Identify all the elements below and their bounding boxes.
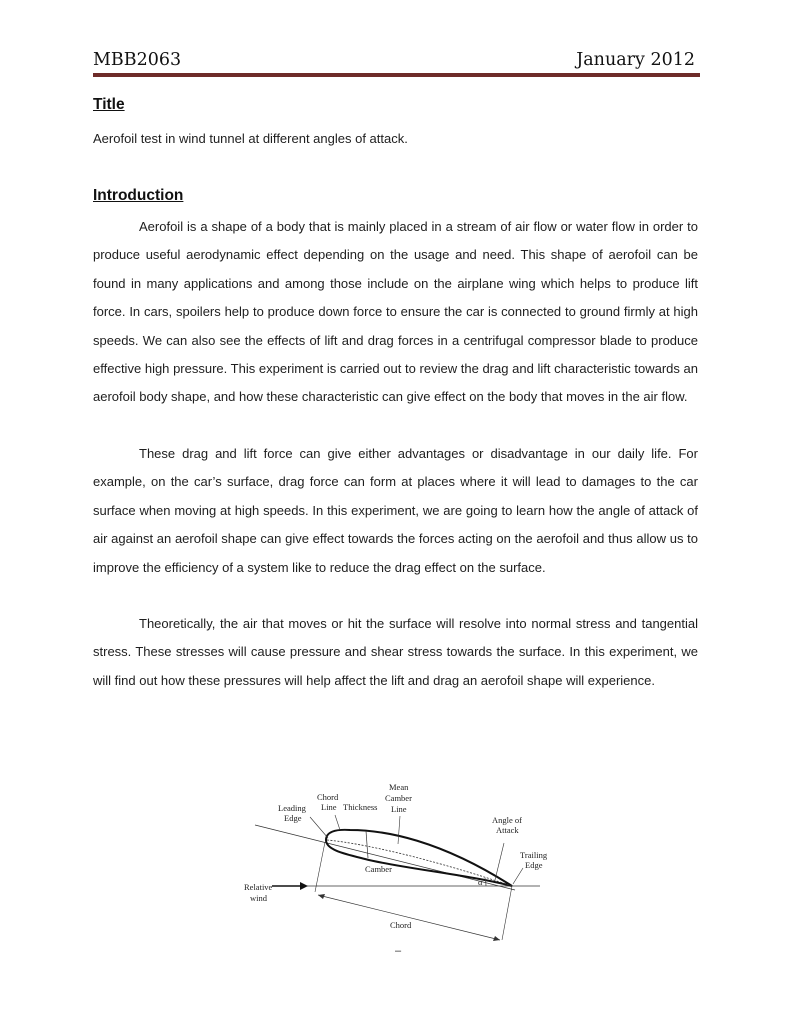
chord-line bbox=[255, 825, 515, 890]
label-trailing-edge-2: Edge bbox=[525, 860, 543, 870]
label-mean-camber-3: Line bbox=[391, 804, 407, 814]
label-relative-wind-1: Relative bbox=[244, 882, 273, 892]
chord-arrowhead-right bbox=[493, 936, 500, 941]
label-thickness: Thickness bbox=[343, 802, 378, 812]
intro-paragraph-3: Theoretically, the air that moves or hit the surface will resolve into normal stress and tangential stress. These stresses will cause pressure and shear stress towards the surface. In this experiment, we will find out how these pressures will help affect the lift and drag an aerofoil shape will experience. bbox=[93, 616, 698, 688]
label-alpha: α bbox=[478, 877, 483, 887]
label-chord-line-1: Chord bbox=[317, 792, 339, 802]
label-mean-camber-1: Mean bbox=[389, 782, 409, 792]
label-angle-of-attack-1: Angle of bbox=[492, 815, 522, 825]
thickness-marker bbox=[366, 831, 368, 858]
camber-leader bbox=[398, 816, 400, 844]
angle-leader bbox=[495, 843, 504, 880]
label-mean-camber-2: Camber bbox=[385, 793, 412, 803]
title-text: Aerofoil test in wind tunnel at different angles of attack. bbox=[93, 131, 408, 146]
label-relative-wind-2: wind bbox=[250, 893, 267, 903]
title-heading: Title bbox=[93, 96, 125, 113]
label-chord-line-2: Line bbox=[321, 802, 337, 812]
chord-arrowhead-left bbox=[318, 894, 325, 899]
intro-paragraph-2: These drag and lift force can give either advantages or disadvantage in our daily life. For example, on the car’s surface, drag force can form at places where it will lead to damages to the car surface when moving at high speeds. In this experiment, we are going to learn how the angle of attack of air against an aerofoil shape can give effect towards the forces acting on the aerofoil and thus allow us to improve the efficiency of a system like to reduce the drag effect on the surface. bbox=[93, 446, 698, 575]
aerofoil-diagram bbox=[240, 780, 550, 950]
label-trailing-edge-1: Trailing bbox=[520, 850, 548, 860]
chord-dimension bbox=[318, 895, 500, 940]
label-leading-edge-2: Edge bbox=[284, 813, 302, 823]
introduction-heading: Introduction bbox=[93, 187, 184, 204]
chord-extension-right bbox=[502, 886, 512, 940]
trailing-edge-leader bbox=[513, 868, 523, 884]
label-angle-of-attack-2: Attack bbox=[496, 825, 519, 835]
alpha-arc bbox=[485, 878, 486, 886]
chord-line-leader bbox=[335, 815, 340, 830]
label-leading-edge-1: Leading bbox=[278, 803, 306, 813]
header-date: January 2012 bbox=[576, 50, 695, 70]
aerofoil-outline bbox=[326, 830, 512, 886]
label-camber: Camber bbox=[365, 864, 392, 874]
leading-edge-leader bbox=[310, 817, 328, 838]
page-header bbox=[93, 46, 698, 76]
header-rule bbox=[93, 73, 700, 77]
label-chord: Chord bbox=[390, 920, 412, 930]
page-number: – bbox=[395, 945, 402, 957]
course-code: MBB2063 bbox=[93, 50, 182, 70]
chord-extension-left bbox=[315, 842, 325, 892]
relative-wind-arrowhead bbox=[300, 882, 308, 890]
intro-paragraph-1: Aerofoil is a shape of a body that is mainly placed in a stream of air flow or water flow in order to produce useful aerodynamic effect depending on the usage and need. This shape of aerofoil can be found in many applications and among those include on the airplane wing which helps to produce lift force. In cars, spoilers help to produce down force to ensure the car is connected to ground firmly at high speeds. We can also see the effects of lift and drag forces in a centrifugal compressor blade to produce effective high pressure. This experiment is carried out to review the drag and lift characteristic towards an aerofoil body shape, and how these characteristic can give effect on the body that moves in the air flow. bbox=[93, 219, 698, 405]
